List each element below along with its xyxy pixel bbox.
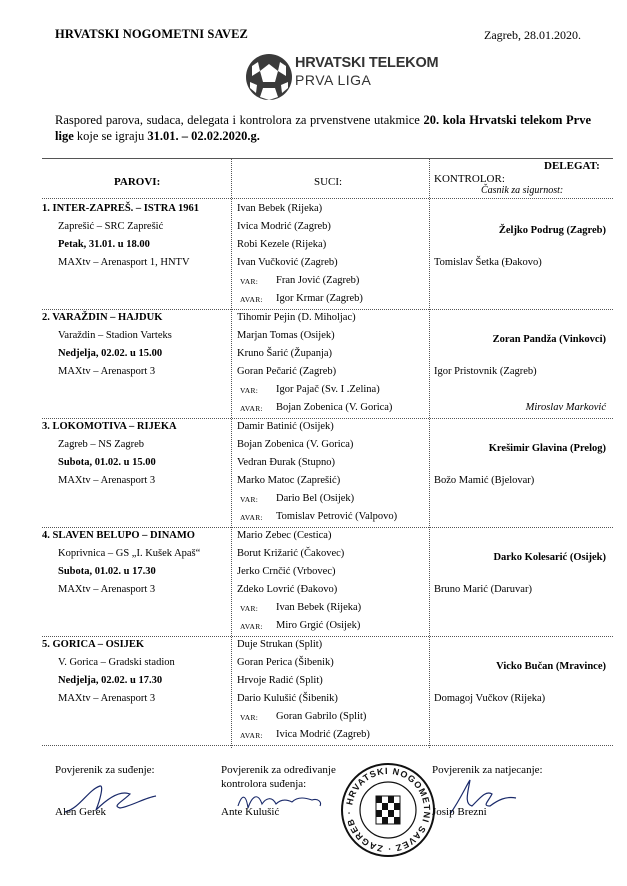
match-tv: MAXtv – Arenasport 3 [58,584,156,595]
signature-name-kulusic: Ante Kulušić [221,806,280,818]
var-label: VAR: [240,604,259,613]
var-label: VAR: [240,386,259,395]
match-tv: MAXtv – Arenasport 1, HNTV [58,257,190,268]
federation-stamp-icon [340,762,436,858]
delegate-name: Zoran Pandža (Vinkovci) [492,334,606,345]
controller-name: Igor Pristovnik (Zagreb) [434,366,537,377]
column-header-delegate: DELEGAT: [544,160,600,172]
match-venue: Koprivnica – GS „I. Kušek Apaš“ [58,548,201,559]
referee-name: Marko Matoc (Zaprešić) [237,475,341,486]
match-title: 5. GORICA – OSIJEK [42,639,145,650]
delegate-name: Željko Podrug (Zagreb) [498,225,606,236]
referee-name: Bojan Zobenica (V. Gorica) [237,439,354,450]
row-separator [42,418,613,419]
avar-label: AVAR: [240,622,263,631]
signature-name-gerek: Alen Gerek [55,806,107,818]
match-title: 2. VARAŽDIN – HAJDUK [42,312,163,323]
referee-name: Ivan Bebek (Rijeka) [237,203,323,214]
match-datetime: Nedjelja, 02.02. u 17.30 [58,675,163,686]
var-referee: Dario Bel (Osijek) [276,493,355,504]
match-datetime: Nedjelja, 02.02. u 15.00 [58,348,163,359]
header-bottom-rule [42,198,613,199]
referee-name: Duje Strukan (Split) [237,639,323,650]
delegate-name: Vicko Bučan (Mravince) [496,661,606,672]
column-header-security: Časnik za sigurnost: [481,185,564,196]
controller-name: Bruno Marić (Daruvar) [434,584,532,595]
match-datetime: Subota, 01.02. u 15.00 [58,457,156,468]
referee-name: Vedran Đurak (Stupno) [237,457,335,468]
match-venue: V. Gorica – Gradski stadion [58,657,175,668]
signature-name-brezni: Josip Brezni [432,806,487,818]
var-referee: Ivan Bebek (Rijeka) [276,602,362,613]
logo-title: HRVATSKI TELEKOM [295,55,439,71]
row-separator [42,745,613,746]
avar-label: AVAR: [240,404,263,413]
league-logo [244,52,439,104]
round-dates: 31.01. – 02.02.2020.g. [147,129,260,143]
avar-label: AVAR: [240,295,263,304]
avar-label: AVAR: [240,513,263,522]
match-title: 3. LOKOMOTIVA – RIJEKA [42,421,177,432]
var-label: VAR: [240,713,259,722]
avar-referee: Tomislav Petrović (Valpovo) [276,511,398,522]
table-top-rule [42,158,613,159]
controller-name: Tomislav Šetka (Đakovo) [434,257,542,268]
match-tv: MAXtv – Arenasport 3 [58,693,156,704]
match-tv: MAXtv – Arenasport 3 [58,475,156,486]
controller-name: Božo Mamić (Bjelovar) [434,475,535,486]
security-officer: Miroslav Marković [525,402,606,413]
referee-name: Kruno Šarić (Županja) [237,348,333,359]
avar-referee: Ivica Modrić (Zagreb) [276,729,370,740]
column-header-pairs: PAROVI: [114,176,161,188]
referee-name: Borut Križarić (Čakovec) [237,548,345,559]
referee-name: Zdeko Lovrić (Đakovo) [237,584,338,595]
row-separator [42,527,613,528]
delegate-name: Darko Kolesarić (Osijek) [493,552,606,563]
referee-name: Marjan Tomas (Osijek) [237,330,335,341]
referee-name: Damir Batinić (Osijek) [237,421,334,432]
round-name: 20. kola Hrvatski telekom Prve lige [55,113,591,143]
controller-name: Domagoj Vučkov (Rijeka) [434,693,546,704]
referee-name: Goran Pečarić (Zagreb) [237,366,337,377]
signature-label-controllers-2: kontrolora suđenja: [221,778,307,790]
match-tv: MAXtv – Arenasport 3 [58,366,156,377]
var-label: VAR: [240,277,259,286]
referee-name: Hrvoje Radić (Split) [237,675,323,686]
signature-label-controllers: Povjerenik za određivanje [221,764,336,776]
referee-name: Jerko Crnčić (Vrbovec) [237,566,336,577]
intro-paragraph: Raspored parova, sudaca, delegata i kontrolora za prvenstvene utakmice 20. kola Hrvatski telekom Prve lige koje se igraju 31.01. – 02.02.2020.g. [55,113,591,143]
column-header-controller: KONTROLOR: [434,173,505,185]
var-label: VAR: [240,495,259,504]
avar-referee: Igor Krmar (Zagreb) [276,293,363,304]
column-header-referees: SUCI: [314,176,343,188]
delegate-name: Krešimir Glavina (Prelog) [488,443,606,454]
referee-name: Goran Perica (Šibenik) [237,657,334,668]
referee-name: Mario Zebec (Cestica) [237,530,332,541]
football-logo-icon [244,52,294,102]
match-venue: Zagreb – NS Zagreb [58,439,145,450]
document-date: Zagreb, 28.01.2020. [484,28,581,42]
croatian-checkerboard [376,796,400,824]
column-divider-2 [429,158,430,748]
referee-name: Ivan Vučković (Zagreb) [237,257,338,268]
match-datetime: Subota, 01.02. u 17.30 [58,566,156,577]
referee-name: Robi Kezele (Rijeka) [237,239,327,250]
avar-label: AVAR: [240,731,263,740]
organization-name: HRVATSKI NOGOMETNI SAVEZ [55,27,248,41]
referee-name: Tihomir Pejin (D. Miholjac) [237,312,356,323]
signature-label-referees: Povjerenik za suđenje: [55,764,155,776]
avar-referee: Miro Grgić (Osijek) [276,620,361,631]
var-referee: Fran Jović (Zagreb) [276,275,360,286]
signature-label-competition: Povjerenik za natjecanje: [432,764,543,776]
row-separator [42,309,613,310]
row-separator [42,636,613,637]
svg-text:HRVATSKI NOGOMETNI SAVEZ · ZAG: HRVATSKI NOGOMETNI SAVEZ · ZAGREB · [343,765,433,855]
referee-name: Ivica Modrić (Zagreb) [237,221,331,232]
match-venue: Zaprešić – SRC Zaprešić [58,221,164,232]
match-title: 1. INTER-ZAPREŠ. – ISTRA 1961 [42,203,199,214]
match-venue: Varaždin – Stadion Varteks [58,330,172,341]
var-referee: Goran Gabrilo (Split) [276,711,367,722]
match-datetime: Petak, 31.01. u 18.00 [58,239,150,250]
match-title: 4. SLAVEN BELUPO – DINAMO [42,530,195,541]
avar-referee: Bojan Zobenica (V. Gorica) [276,402,393,413]
logo-subtitle: PRVA LIGA [295,72,372,88]
var-referee: Igor Pajač (Sv. I .Zelina) [276,384,380,395]
referee-name: Dario Kulušić (Šibenik) [237,693,338,704]
column-divider-1 [231,158,232,748]
